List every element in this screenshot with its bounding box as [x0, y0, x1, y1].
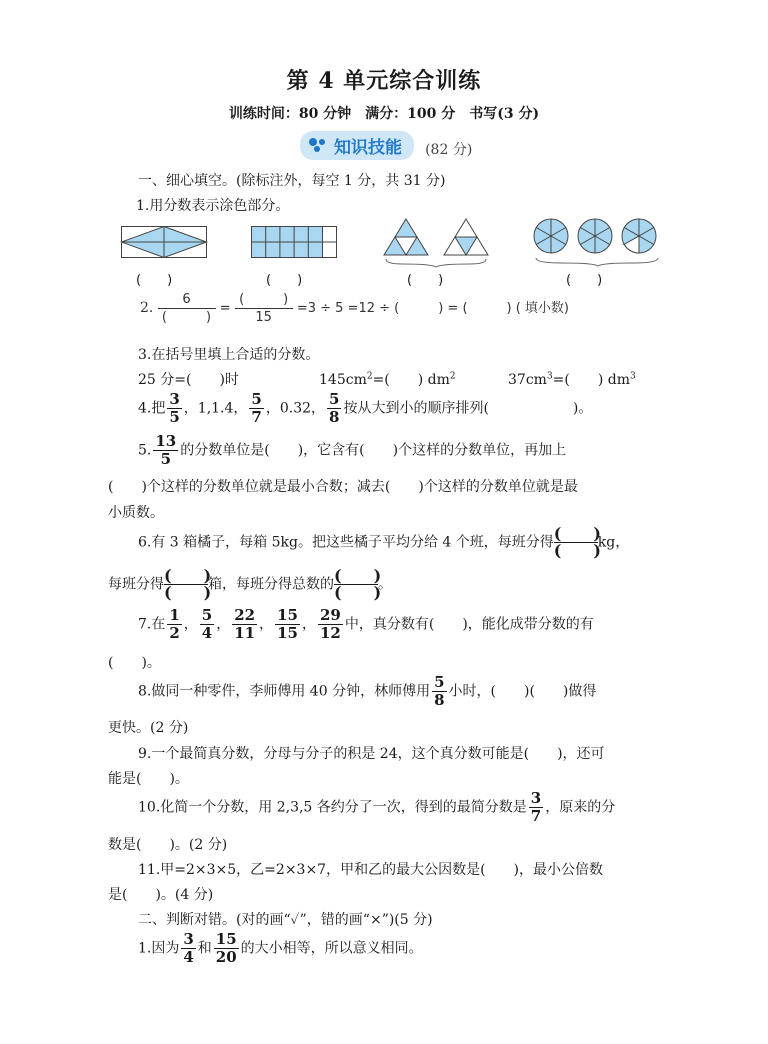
q4-f3-den: 8: [329, 408, 340, 426]
q6-l2a: 每班分得: [108, 576, 164, 593]
q7-frac-4: [275, 608, 300, 641]
q8-post: 小时，( )( )做得: [448, 683, 597, 700]
dots-icon: [308, 137, 328, 153]
q7-frac-5: [318, 608, 343, 641]
q6-b2-den: ( ): [164, 583, 212, 602]
s2q1-mid: 和: [197, 940, 212, 957]
q3-sup-d: 3: [630, 371, 636, 382]
q3-p3b: =( ) dm: [552, 372, 631, 388]
q7-f2-den: 4: [201, 624, 213, 642]
q3-part1: 25 分=( )时: [138, 372, 239, 388]
q2-f1-den[interactable]: ( ): [161, 310, 212, 325]
q11-line2: 是( )。(4 分): [108, 887, 214, 903]
s2q1-pre: 1.因为: [138, 940, 180, 957]
q5-num: 5.: [138, 442, 152, 459]
q6-l2b: 箱，每班分得总数的: [208, 576, 334, 593]
q4-frac-3: [327, 392, 341, 425]
badge-pill: [300, 131, 414, 160]
q7-f1-num: 1: [169, 606, 180, 624]
q4-f3-num: 5: [329, 390, 340, 408]
s2q1-post: 的大小相等，所以意义相同。: [240, 940, 423, 957]
q3-sup-a: 2: [366, 371, 373, 382]
q4-mid2: ，0.32，: [265, 400, 326, 417]
q4-frac-1: [167, 392, 181, 425]
q2-num: 2.: [140, 300, 154, 316]
q6-blank-frac-3[interactable]: [334, 566, 382, 602]
q4-row: [138, 392, 592, 425]
q5-f-den: 5: [160, 450, 172, 468]
q8-frac: [432, 675, 446, 708]
section2-heading: 二、判断对错。(对的画“✓”，错的画“×”)(5 分): [138, 912, 433, 928]
q3-part3: [508, 369, 636, 389]
q6-line1: [138, 526, 629, 559]
q6-b3-den: ( ): [334, 583, 382, 602]
q7-frac-2: [200, 608, 214, 641]
q7-f5-den: 12: [319, 624, 341, 642]
s2-q1: [138, 932, 423, 965]
section1-heading: 一、细心填空。(除标注外，每空 1 分，共 31 分): [138, 173, 446, 189]
q1-blank-4[interactable]: ( ): [566, 273, 603, 288]
q6-l1: 6.有 3 箱橘子，每箱 5kg。把这些橘子平均分给 4 个班，每班分得: [138, 534, 554, 551]
q2-f2-den: 15: [255, 310, 272, 325]
section-badge: [300, 131, 472, 157]
figure-triangles: [382, 217, 492, 267]
q9-line2: 能是( )。: [108, 771, 189, 787]
q4-mid1: ，1,1.4，: [183, 400, 248, 417]
q4-pre: 4.把: [138, 400, 166, 417]
q5-line2: ( )个这样的分数单位就是最小合数；减去( )个这样的分数单位就是最: [108, 479, 578, 495]
q3-sup-b: 2: [449, 371, 456, 382]
q7-post: 中，真分数有( )，能化成带分数的有: [344, 616, 594, 633]
s2q1-f1-num: 3: [183, 930, 194, 948]
q11-line1: 11.甲=2×3×5，乙=2×3×7，甲和乙的最大公因数是( )，最小公倍数: [138, 862, 604, 878]
q5-f-num: 13: [155, 432, 177, 450]
q3-p3a: 37cm: [508, 372, 547, 388]
s2q1-frac-1: [181, 932, 195, 965]
q2-row: [140, 291, 569, 326]
q6-b3-num: ( ): [334, 566, 382, 585]
q4-post: 按从大到小的顺序排列( )。: [343, 400, 593, 417]
q7-f1-den: 2: [169, 624, 180, 642]
s2q1-frac-2: [214, 932, 239, 965]
q8-f-num: 5: [434, 673, 445, 691]
s2q1-f2-den: 20: [215, 948, 237, 966]
q5-line1: [138, 434, 566, 467]
q1-text: 1.用分数表示涂色部分。: [136, 198, 290, 214]
badge-score: (82 分): [425, 141, 473, 158]
page-title: 第 4 单元综合训练: [286, 68, 482, 94]
q2-fraction-1: [158, 291, 216, 326]
figure-rhombus: [121, 226, 207, 258]
q10-f-num: 3: [530, 789, 542, 807]
q3-sup-c: 3: [546, 371, 553, 382]
q4-f2-den: 7: [251, 408, 262, 426]
q10-line2: 数是( )。(2 分): [108, 837, 228, 853]
figure-grid: [251, 226, 337, 258]
s2q1-f2-num: 15: [215, 930, 237, 948]
q8-f-den: 8: [434, 691, 445, 709]
q10-frac: [529, 791, 543, 824]
q8-line1: [138, 675, 596, 708]
q10-f-den: 7: [530, 807, 542, 825]
badge-label: 知识技能: [334, 138, 402, 158]
s2q1-f1-den: 4: [183, 948, 194, 966]
q6-blank-frac-2[interactable]: [164, 566, 212, 602]
q10-post: ，原来的分: [545, 799, 616, 816]
q1-blank-3[interactable]: ( ): [407, 273, 444, 288]
q7-f3-num: 22: [234, 606, 256, 624]
q10-line1: [138, 791, 615, 824]
q7-f4-num: 15: [277, 606, 298, 624]
q3-part2: [319, 369, 456, 389]
q7-frac-3: [232, 608, 257, 641]
q2-f1-num: 6: [158, 291, 216, 309]
exam-info: 训练时间：80 分钟 满分：100 分 书写(3 分): [228, 106, 540, 122]
q2-tail: =3 ÷ 5 =12 ÷ ( ) = ( ) ( 填小数): [296, 301, 569, 316]
q1-blank-2[interactable]: ( ): [266, 273, 303, 288]
q2-eq: =: [219, 301, 231, 316]
q5-l1: 的分数单位是( )，它含有( )个这样的分数单位，再加上: [180, 442, 567, 459]
q7-line2: ( )。: [108, 655, 161, 671]
q7-f4-den: 15: [277, 624, 298, 642]
q3-p2b: =( ) dm: [372, 372, 450, 388]
q6-b1-num: ( ): [553, 524, 601, 543]
q8-line2: 更快。(2 分): [108, 720, 189, 736]
figure-circles: [532, 218, 664, 268]
q6-blank-frac-1[interactable]: [553, 524, 601, 560]
q6-b2-num: ( ): [164, 566, 212, 585]
q3-p2a: 145cm: [319, 372, 367, 388]
q1-blank-1[interactable]: ( ): [136, 273, 173, 288]
q7-frac-1: [167, 608, 181, 641]
q2-fraction-2: [235, 291, 293, 326]
q9-line1: 9.一个最简真分数，分母与分子的积是 24，这个真分数可能是( )，还可: [138, 746, 605, 762]
q4-f1-den: 5: [169, 408, 180, 426]
q6-line2: [108, 568, 392, 601]
q6-l2c: 。: [378, 576, 392, 593]
q5-frac: [153, 434, 178, 467]
q7-pre: 7.在: [138, 616, 166, 633]
q7-f5-num: 29: [319, 606, 341, 624]
q7-f3-den: 11: [234, 624, 256, 642]
q10-pre: 10.化简一个分数，用 2,3,5 各约分了一次，得到的最简分数是: [138, 799, 527, 816]
q7-line1: 7.在 $\frac{1}{2}$ ， $\frac{5}{4}$ ， $\frac{22}{11}$ ， $\frac{15}{15}$ ， $\frac{29}{12}$ 中，真分数有( )，能化成带分数的有: [138, 606, 594, 642]
q6-u1: kg，: [597, 534, 630, 551]
q5-line3: 小质数。: [108, 505, 164, 521]
q8-pre: 8.做同一种零件，李师傅用 40 分钟，林师傅用: [138, 683, 431, 700]
q7-f2-num: 5: [201, 606, 213, 624]
q6-b1-den: ( ): [553, 541, 601, 560]
q2-f2-num[interactable]: ( ): [235, 291, 293, 309]
q4-f1-num: 3: [169, 390, 180, 408]
q3-text: 3.在括号里填上合适的分数。: [138, 347, 320, 363]
q4-f2-num: 5: [251, 390, 262, 408]
q4-frac-2: [249, 392, 263, 425]
